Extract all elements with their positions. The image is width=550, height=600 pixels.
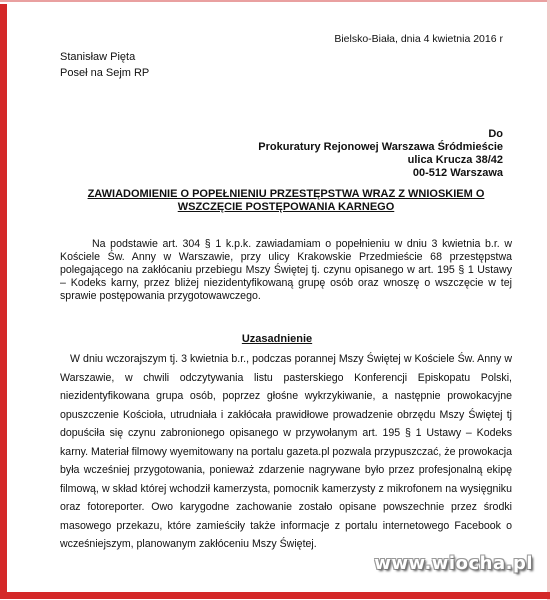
frame-left-edge <box>0 4 7 598</box>
subject-line-1: ZAWIADOMIENIE O POPEŁNIENIU PRZESTĘPSTWA WRAZ Z WNIOSKIEM O <box>87 188 485 200</box>
justification-heading: Uzasadnienie <box>241 333 313 345</box>
recipient-line-3: ulica Krucza 38/42 <box>407 154 503 166</box>
sender-name: Stanisław Pięta <box>60 51 136 63</box>
intro-paragraph: Na podstawie art. 304 § 1 k.p.k. zawiadamiam o popełnieniu w dniu 3 kwietnia b.r. w Kościele Św. Anny w Warszawie, przy ulicy Krakowskie Przedmieście 68 przestępstwa polegającego na zakłócaniu przebiegu Mszy Świętej tj. czynu opisanego w art. 195 § 1 Ustawy – Kodeks karny, przez bliżej niezidentyfikowaną grupę osób oraz wnoszę o wszczęcie w tej sprawie postępowania przygotowawczego. <box>60 238 512 302</box>
justification-paragraph: W dniu wczorajszym tj. 3 kwietnia b.r., podczas porannej Mszy Świętej w Kościele Św. Anny w Warszawie, w chwili odczytywania listu pasterskiego Konferencji Episkopatu Polski, niezidentyfikowana grupa osób, poprzez głośne wykrzykiwanie, a następnie prowokacyjne opuszczenie Kościoła, utrudniała i zakłócała prawidłowe prowadzenie obrzędu Mszy Świętej tj dopuściła się czynu zabronionego opisanego w przywołanym art. 195 § 1 Ustawy – Kodeks karny. Materiał filmowy wyemitowany na portalu gazeta.pl pozwala przypuszczać, że prowokacja była wcześniej przygotowania, ponieważ zdarzenie nagrywane było przez profesjonalną ekipę filmową, w skład której wchodził kamerzysta, pomocnik kamerzysty z mikrofonem na wysięgniku oraz fotoreporter. Owo karygodne zachowanie zostało opisane powszechnie przez środki masowego przekazu, które zamieściły także informacje z portalu internetowego Facebook o wcześniejszym, planowanym zakłóceniu Mszy Świętej. <box>60 353 512 551</box>
sender-title: Poseł na Sejm RP <box>60 67 150 79</box>
letter-page <box>7 2 547 592</box>
subject-heading <box>60 188 512 214</box>
subject-line-2: WSZCZĘCIE POSTĘPOWANIA KARNEGO <box>177 201 395 213</box>
recipient-line-2: Prokuratury Rejonowej Warszawa Śródmieście <box>258 141 503 153</box>
frame-bottom-edge <box>0 592 550 599</box>
recipient-line-4: 00-512 Warszawa <box>412 167 503 179</box>
sender-block <box>60 49 149 81</box>
watermark-logo: www.wiocha.pl <box>374 553 533 574</box>
recipient-line-1: Do <box>488 128 503 140</box>
recipient-block <box>258 128 503 180</box>
date-line: Bielsko-Biała, dnia 4 kwietnia 2016 r <box>334 33 503 45</box>
